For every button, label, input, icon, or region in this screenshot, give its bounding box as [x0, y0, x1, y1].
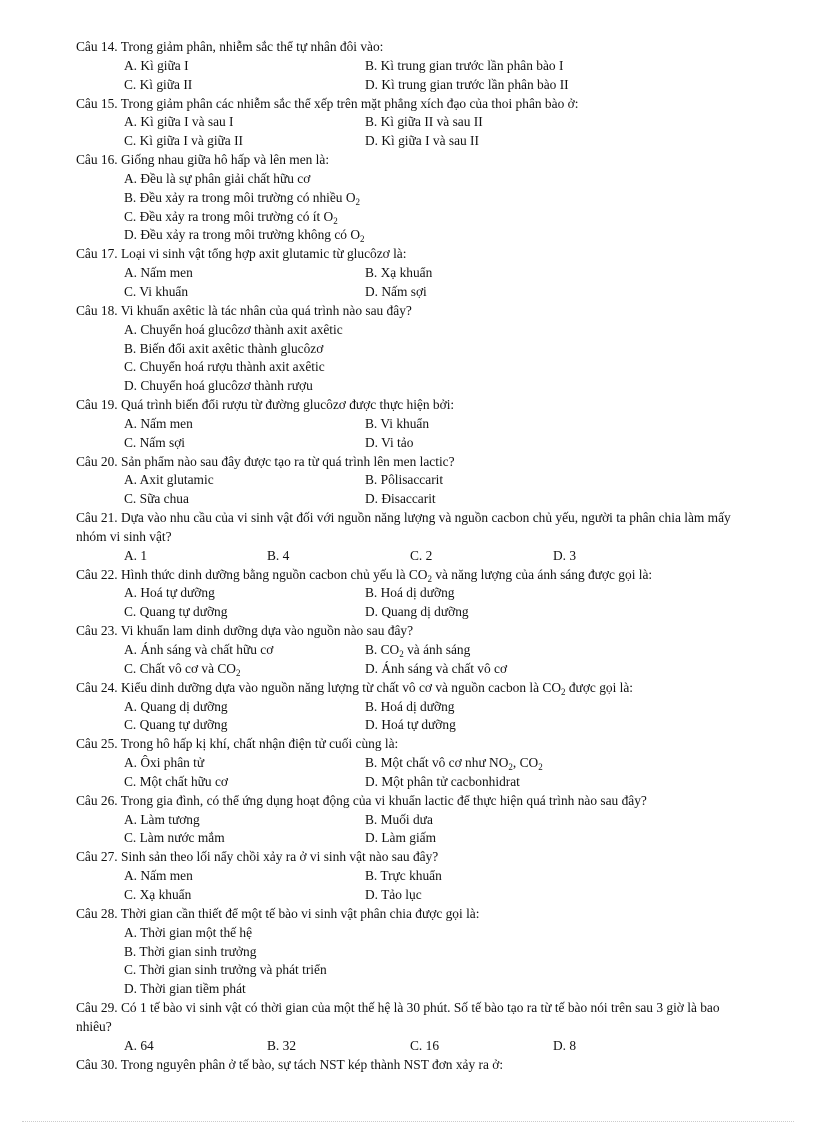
answer-options: [76, 641, 742, 679]
option-b: B. Đều xảy ra trong môi trường có nhiều $O_2$: [124, 189, 361, 207]
option-c: C. Thời gian sinh trưởng và phát triển: [124, 962, 327, 978]
option-d: D. Một phân tử cacbonhidrat: [365, 773, 520, 789]
option-d: D. Hoá tự dưỡng: [365, 717, 456, 733]
option-d: D. Chuyển hoá glucôzơ thành rượu: [124, 378, 313, 394]
question-text: Câu 26. Trong gia đình, có thể ứng dụng hoạt động của vi khuẩn lactic để thực hiện quá trình nào sau đây?: [76, 792, 647, 808]
answer-options: [76, 754, 742, 792]
question-text: Câu 17. Loại vi sinh vật tổng hợp axit glutamic từ glucôzơ là:: [76, 246, 407, 262]
option-c: C. Quang tự dưỡng: [124, 604, 228, 620]
question-27: [76, 848, 742, 905]
option-c: C. 16: [410, 1037, 440, 1053]
question-text: Câu 25. Trong hô hấp kị khí, chất nhận điện tử cuối cùng là:: [76, 736, 399, 752]
option-c: C. Kì giữa I và giữa II: [124, 133, 244, 149]
option-c: C. Nấm sợi: [124, 434, 186, 450]
answer-options: [76, 170, 742, 245]
option-c: C. 2: [410, 547, 433, 563]
question-23: [76, 622, 742, 679]
question-text: Câu 27. Sinh sản theo lối nẩy chồi xảy ra ở vi sinh vật nào sau đây?: [76, 849, 439, 865]
option-d: D. Ánh sáng và chất vô cơ: [365, 660, 508, 676]
option-d: D. Kì giữa I và sau II: [365, 133, 479, 149]
answer-options: [76, 924, 742, 999]
option-c: C. Kì giữa II: [124, 76, 193, 92]
question-text: Câu 18. Vi khuẩn axêtic là tác nhân của quá trình nào sau đây?: [76, 302, 412, 318]
answer-options: [76, 264, 742, 302]
option-a: A. Hoá tự dưỡng: [124, 585, 215, 601]
option-a: A. Nấm men: [124, 415, 193, 431]
question-text: Câu 24. Kiểu dinh dưỡng dựa vào nguồn năng lượng từ chất vô cơ và nguồn cacbon là $CO_2$ được gọi là:: [76, 679, 634, 697]
option-a: A. Quang dị dưỡng: [124, 698, 228, 714]
option-c: C. Một chất hữu cơ: [124, 773, 228, 789]
question-text: Câu 30. Trong nguyên phân ở tế bào, sự tách NST kép thành NST đơn xảy ra ở:: [76, 1056, 504, 1072]
answer-options: [76, 698, 742, 736]
option-b: B. Hoá dị dưỡng: [365, 585, 455, 601]
option-b: B. Muối dưa: [365, 811, 433, 827]
option-d: D. 8: [553, 1037, 577, 1053]
answer-options: [76, 471, 742, 509]
answer-options: [76, 113, 742, 151]
option-a: A. Thời gian một thế hệ: [124, 924, 253, 940]
option-b: B. Một chất vô cơ như $NO_2$, $CO_2$: [365, 755, 543, 773]
option-b: B. 4: [267, 547, 290, 563]
option-a: A. Kì giữa I: [124, 57, 189, 73]
question-text: Câu 19. Quá trình biến đổi rượu từ đường glucôzơ được thực hiện bởi:: [76, 397, 455, 413]
option-a: A. 1: [124, 547, 148, 563]
option-c: C. Xạ khuẩn: [124, 886, 192, 902]
answer-options: [76, 1037, 742, 1056]
option-d: D. Vi tảo: [365, 434, 414, 450]
question-15: [76, 95, 742, 152]
option-b: B. Pôlisaccarit: [365, 472, 444, 488]
option-a: A. Làm tương: [124, 811, 200, 827]
question-text: Câu 14. Trong giảm phân, nhiễm sắc thể tự nhân đôi vào:: [76, 39, 384, 54]
answer-options: [76, 547, 742, 566]
option-b: B. Thời gian sinh trưởng: [124, 943, 257, 959]
answer-options: [76, 415, 742, 453]
option-a: A. Nấm men: [124, 868, 193, 884]
option-d: D. Tảo lục: [365, 886, 422, 902]
option-c: C. Quang tự dưỡng: [124, 717, 228, 733]
option-b: B. Trực khuẩn: [365, 868, 442, 884]
question-20: [76, 453, 742, 510]
option-a: A. Ánh sáng và chất hữu cơ: [124, 642, 274, 657]
option-c: C. Làm nước mắm: [124, 830, 225, 846]
option-b: B. Vi khuẩn: [365, 415, 430, 431]
option-d: D. Đisaccarit: [365, 491, 436, 507]
option-d: D. Quang dị dưỡng: [365, 604, 469, 620]
option-a: A. Nấm men: [124, 265, 193, 281]
option-d: D. Làm giấm: [365, 830, 437, 846]
option-d: D. Đều xảy ra trong môi trường không có $O_2$: [124, 227, 365, 245]
option-a: A. Axit glutamic: [124, 472, 214, 488]
option-b: B. Biến đổi axit axêtic thành glucôzơ: [124, 340, 324, 356]
answer-options: [76, 584, 742, 622]
question-text: Câu 23. Vi khuẩn lam dinh dưỡng dựa vào nguồn nào sau đây?: [76, 623, 414, 639]
question-text: Câu 15. Trong giảm phân các nhiễm sắc thể xếp trên mặt phẳng xích đạo của thoi phân bào ở:: [76, 95, 579, 111]
page-edge-divider: [22, 1121, 794, 1122]
question-text: Câu 28. Thời gian cần thiết để một tế bào vi sinh vật phân chia được gọi là:: [76, 905, 480, 921]
option-a: A. Đều là sự phân giải chất hữu cơ: [124, 170, 311, 186]
option-b: B. Kì giữa II và sau II: [365, 114, 483, 130]
option-b: B. Kì trung gian trước lần phân bào I: [365, 57, 564, 73]
question-16: [76, 151, 742, 245]
question-text: Câu 20. Sản phẩm nào sau đây được tạo ra từ quá trình lên men lactic?: [76, 453, 455, 469]
question-26: [76, 792, 742, 849]
option-a: A. Ôxi phân tử: [124, 755, 205, 771]
question-17: [76, 245, 742, 302]
option-a: A. Kì giữa I và sau I: [124, 114, 234, 130]
answer-options: [76, 811, 742, 849]
answer-options: [76, 867, 742, 905]
answer-options: [76, 57, 742, 95]
exam-page: [76, 38, 742, 1074]
option-d: D. Thời gian tiềm phát: [124, 981, 246, 997]
option-b: B. $CO_2$ và ánh sáng: [365, 642, 471, 659]
question-text: Câu 16. Giống nhau giữa hô hấp và lên men là:: [76, 152, 330, 168]
option-d: D. Nấm sợi: [365, 283, 427, 299]
question-14: [76, 38, 742, 95]
option-b: B. Hoá dị dưỡng: [365, 698, 455, 714]
question-19: [76, 396, 742, 453]
question-22: [76, 566, 742, 623]
question-28: [76, 905, 742, 999]
option-c: C. Sữa chua: [124, 491, 189, 507]
question-30: [76, 1056, 742, 1075]
question-29: [76, 999, 742, 1056]
option-d: D. 3: [553, 547, 577, 563]
question-text: Câu 22. Hình thức dinh dưỡng bằng nguồn cacbon chủ yếu là $CO_2$ và năng lượng của ánh sáng được gọi là:: [76, 566, 653, 584]
answer-options: [76, 321, 742, 396]
option-b: B. Xạ khuẩn: [365, 265, 433, 281]
option-c: C. Vi khuẩn: [124, 283, 189, 299]
option-d: D. Kì trung gian trước lần phân bào II: [365, 76, 569, 92]
option-c: C. Đều xảy ra trong môi trường có ít $O_2$: [124, 208, 338, 226]
option-b: B. 32: [267, 1037, 297, 1053]
question-18: [76, 302, 742, 396]
question-text: Câu 29. Có 1 tế bào vi sinh vật có thời gian của một thế hệ là 30 phút. Số tế bào tạo ra từ tế bào nói trên sau 3 giờ là bao nhiêu?: [76, 1000, 720, 1034]
option-a: A. 64: [124, 1037, 154, 1053]
question-text: Câu 21. Dựa vào nhu cầu của vi sinh vật đối với nguồn năng lượng và nguồn cacbon chủ yếu, người ta phân chia làm mấy nhóm vi sinh vật?: [76, 510, 731, 544]
question-21: [76, 509, 742, 566]
option-c: C. Chuyển hoá rượu thành axit axêtic: [124, 359, 325, 375]
option-a: A. Chuyển hoá glucôzơ thành axit axêtic: [124, 321, 343, 337]
question-25: [76, 735, 742, 792]
question-24: [76, 679, 742, 736]
option-c: C. Chất vô cơ và $CO_2$: [124, 660, 241, 678]
